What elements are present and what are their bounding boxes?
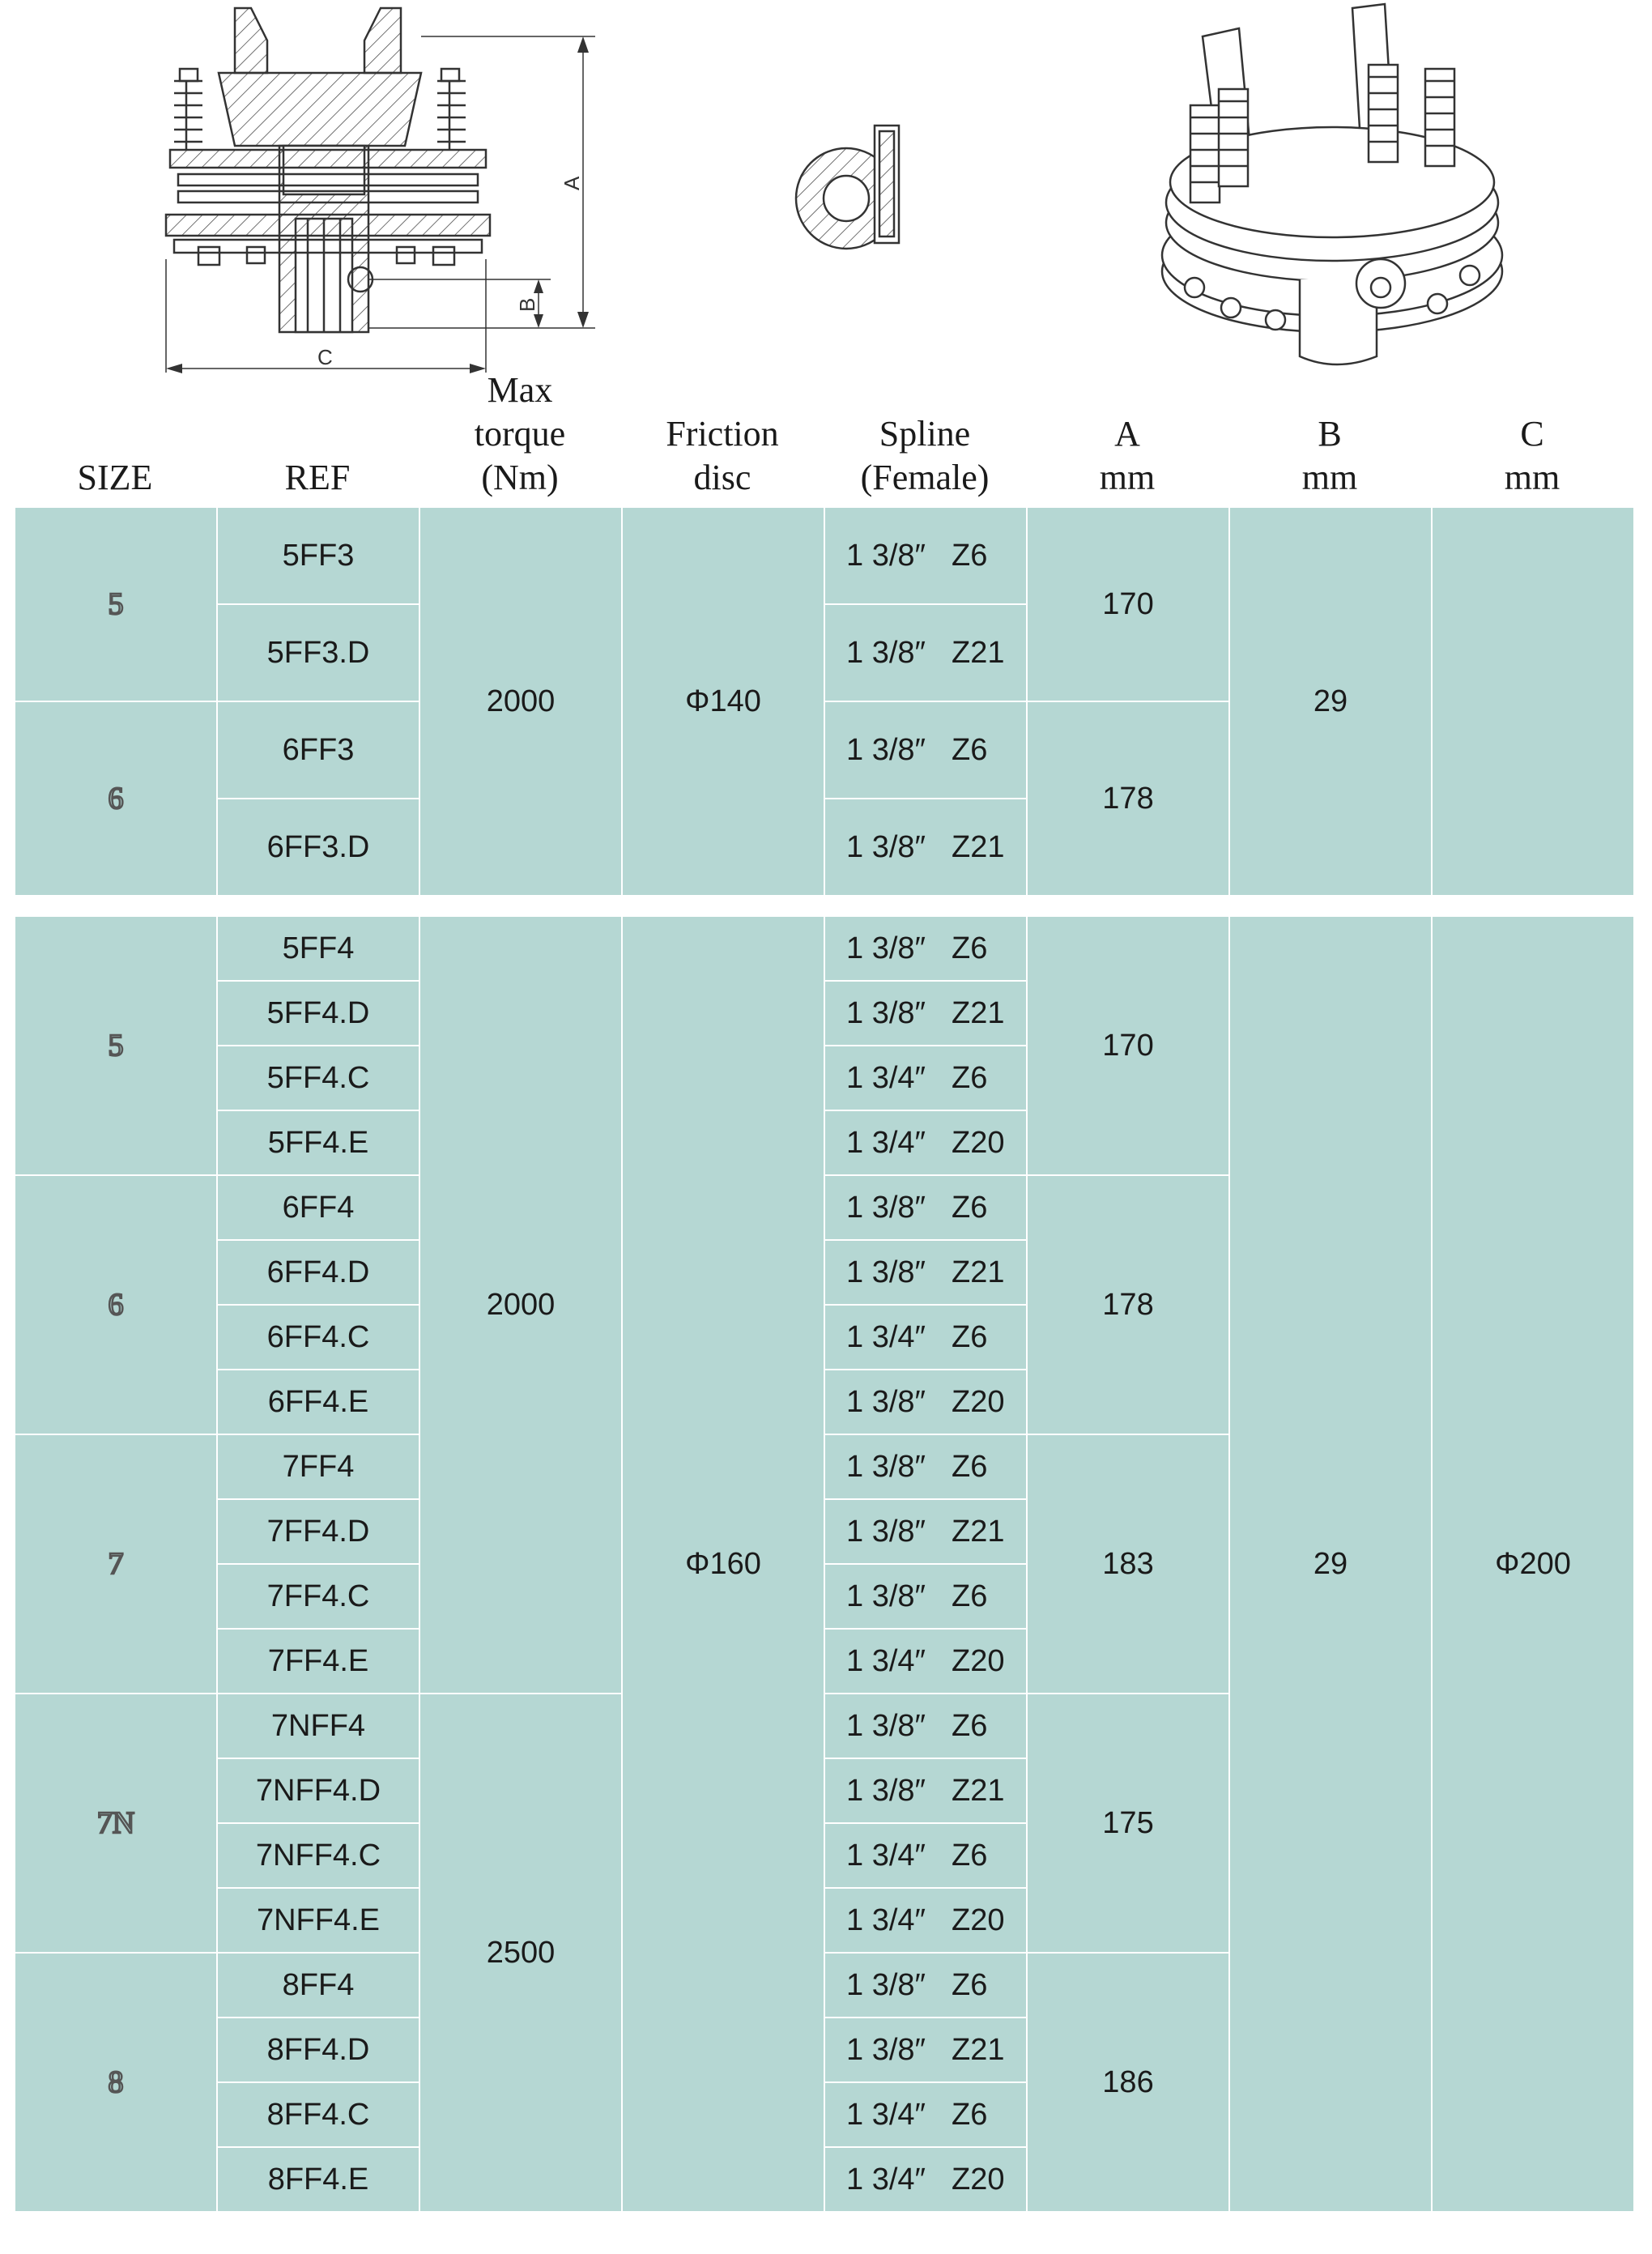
friction-disc-cell: Φ140 bbox=[622, 507, 824, 896]
header-a-mm: A mm bbox=[1099, 414, 1156, 497]
ref-cell: 7FF4 bbox=[217, 1434, 419, 1499]
ref-cell: 8FF4.C bbox=[217, 2082, 419, 2147]
a-cell: 170 bbox=[1027, 507, 1229, 701]
ref-cell: 5FF3 bbox=[217, 507, 419, 604]
dimension-label-a: A bbox=[560, 176, 584, 190]
ref-cell: 8FF4 bbox=[217, 1953, 419, 2018]
spline-cell: 1 3/8″ Z21 bbox=[824, 799, 1027, 896]
spline-cell: 1 3/8″ Z6 bbox=[824, 1694, 1027, 1758]
ref-cell: 7NFF4.E bbox=[217, 1888, 419, 1953]
header-max-torque: Max torque (Nm) bbox=[474, 370, 566, 497]
b-cell: 29 bbox=[1229, 916, 1432, 2212]
c-cell: Φ200 bbox=[1432, 916, 1634, 2212]
a-cell: 178 bbox=[1027, 1175, 1229, 1434]
header-spline: Spline (Female) bbox=[860, 414, 990, 497]
torque-cell: 2500 bbox=[419, 1694, 622, 2212]
spline-cell: 1 3/8″ Z6 bbox=[824, 507, 1027, 604]
spline-cell: 1 3/4″ Z20 bbox=[824, 1110, 1027, 1175]
ref-cell: 7NFF4 bbox=[217, 1694, 419, 1758]
spline-cell: 1 3/4″ Z6 bbox=[824, 1305, 1027, 1370]
ref-cell: 8FF4.E bbox=[217, 2147, 419, 2212]
spec-table-ff3 bbox=[14, 506, 1635, 897]
ref-cell: 5FF4.E bbox=[217, 1110, 419, 1175]
torque-cell: 2000 bbox=[419, 916, 622, 1694]
size-cell: 5 bbox=[15, 916, 217, 1175]
ref-cell: 6FF4.D bbox=[217, 1240, 419, 1305]
spec-table-ff4 bbox=[14, 915, 1635, 2213]
spline-cell: 1 3/8″ Z21 bbox=[824, 1758, 1027, 1823]
c-cell bbox=[1432, 507, 1634, 896]
torque-cell: 2000 bbox=[419, 507, 622, 896]
a-cell: 170 bbox=[1027, 916, 1229, 1175]
table-row bbox=[15, 916, 1634, 981]
ref-cell: 6FF4.C bbox=[217, 1305, 419, 1370]
friction-disc-cell: Φ160 bbox=[622, 916, 824, 2212]
spline-cell: 1 3/8″ Z6 bbox=[824, 1564, 1027, 1629]
ref-cell: 7FF4.C bbox=[217, 1564, 419, 1629]
header-friction-disc: Friction disc bbox=[666, 414, 779, 497]
ref-cell: 6FF4 bbox=[217, 1175, 419, 1240]
size-cell: 6 bbox=[15, 701, 217, 896]
size-cell: 5 bbox=[15, 507, 217, 701]
spline-cell: 1 3/4″ Z6 bbox=[824, 2082, 1027, 2147]
technical-drawings bbox=[0, 0, 1652, 381]
ref-cell: 7FF4.E bbox=[217, 1629, 419, 1694]
a-cell: 186 bbox=[1027, 1953, 1229, 2212]
ref-cell: 5FF4.C bbox=[217, 1046, 419, 1110]
header-size: SIZE bbox=[77, 458, 153, 497]
spline-cell: 1 3/4″ Z6 bbox=[824, 1046, 1027, 1110]
isometric-drawing bbox=[1162, 4, 1502, 364]
spline-cell: 1 3/8″ Z6 bbox=[824, 1953, 1027, 2018]
header-c-mm: C mm bbox=[1504, 414, 1560, 497]
size-cell: 7N bbox=[15, 1694, 217, 1953]
spline-cell: 1 3/4″ Z6 bbox=[824, 1823, 1027, 1888]
spline-cell: 1 3/8″ Z6 bbox=[824, 916, 1027, 981]
ref-cell: 6FF4.E bbox=[217, 1370, 419, 1434]
spline-cell: 1 3/4″ Z20 bbox=[824, 2147, 1027, 2212]
spline-cell: 1 3/8″ Z6 bbox=[824, 701, 1027, 799]
ref-cell: 7NFF4.D bbox=[217, 1758, 419, 1823]
spline-cell: 1 3/8″ Z21 bbox=[824, 604, 1027, 701]
a-cell: 178 bbox=[1027, 701, 1229, 896]
a-cell: 175 bbox=[1027, 1694, 1229, 1953]
size-cell: 8 bbox=[15, 1953, 217, 2212]
a-cell: 183 bbox=[1027, 1434, 1229, 1694]
header-ref: REF bbox=[284, 458, 351, 497]
dimension-label-b: B bbox=[515, 297, 539, 312]
ref-cell: 6FF3.D bbox=[217, 799, 419, 896]
ref-cell: 7FF4.D bbox=[217, 1499, 419, 1564]
spline-cell: 1 3/8″ Z21 bbox=[824, 2018, 1027, 2082]
spline-cell: 1 3/8″ Z6 bbox=[824, 1175, 1027, 1240]
spline-cell: 1 3/8″ Z6 bbox=[824, 1434, 1027, 1499]
b-cell: 29 bbox=[1229, 507, 1432, 896]
header-b-mm: B mm bbox=[1301, 414, 1358, 497]
spline-cell: 1 3/8″ Z20 bbox=[824, 1370, 1027, 1434]
ref-cell: 5FF3.D bbox=[217, 604, 419, 701]
ref-cell: 8FF4.D bbox=[217, 2018, 419, 2082]
dimension-label-c: C bbox=[317, 345, 333, 369]
ref-cell: 7NFF4.C bbox=[217, 1823, 419, 1888]
spline-cell: 1 3/8″ Z21 bbox=[824, 1240, 1027, 1305]
hub-detail-drawing bbox=[796, 126, 899, 249]
ref-cell: 5FF4 bbox=[217, 916, 419, 981]
size-cell: 7 bbox=[15, 1434, 217, 1694]
spline-cell: 1 3/8″ Z21 bbox=[824, 1499, 1027, 1564]
spline-cell: 1 3/8″ Z21 bbox=[824, 981, 1027, 1046]
ref-cell: 6FF3 bbox=[217, 701, 419, 799]
spline-cell: 1 3/4″ Z20 bbox=[824, 1888, 1027, 1953]
table-row bbox=[15, 507, 1634, 604]
ref-cell: 5FF4.D bbox=[217, 981, 419, 1046]
cross-section-drawing bbox=[166, 8, 595, 373]
size-cell: 6 bbox=[15, 1175, 217, 1434]
spline-cell: 1 3/4″ Z20 bbox=[824, 1629, 1027, 1694]
